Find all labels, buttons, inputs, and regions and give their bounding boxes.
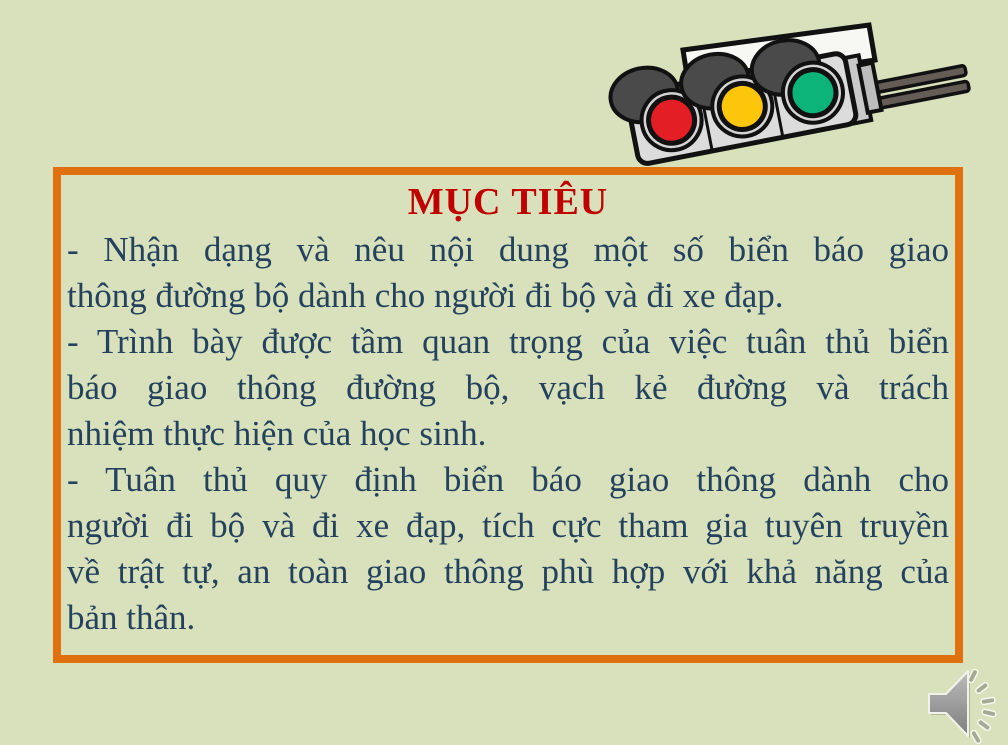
objective-line: bản thân. — [67, 598, 196, 637]
speaker-body — [929, 671, 968, 736]
objective-line: nhiệm thực hiện của học sinh. — [67, 414, 487, 453]
sound-waves — [967, 669, 996, 745]
objective-line: - Trình bày được tầm quan trọng của việc tuân thủ biển — [67, 322, 949, 361]
objective-line: về trật tự, an toàn giao thông phù hợp với khả năng của — [67, 552, 949, 591]
objective-box — [53, 167, 963, 663]
objective-line: báo giao thông đường bộ, vạch kẻ đường và trách — [67, 368, 949, 407]
traffic-light-icon — [595, 0, 1005, 168]
objective-line: người đi bộ và đi xe đạp, tích cực tham gia tuyên truyền — [67, 506, 949, 545]
audio-speaker-icon[interactable] — [918, 658, 1006, 745]
objective-line: - Nhận dạng và nêu nội dung một số biển báo giao — [67, 230, 949, 269]
slide-title: MỤC TIÊU — [407, 181, 609, 223]
objective-line: - Tuân thủ quy định biển báo giao thông dành cho — [67, 460, 949, 499]
objective-line: thông đường bộ dành cho người đi bộ và đi xe đạp. — [67, 276, 784, 315]
